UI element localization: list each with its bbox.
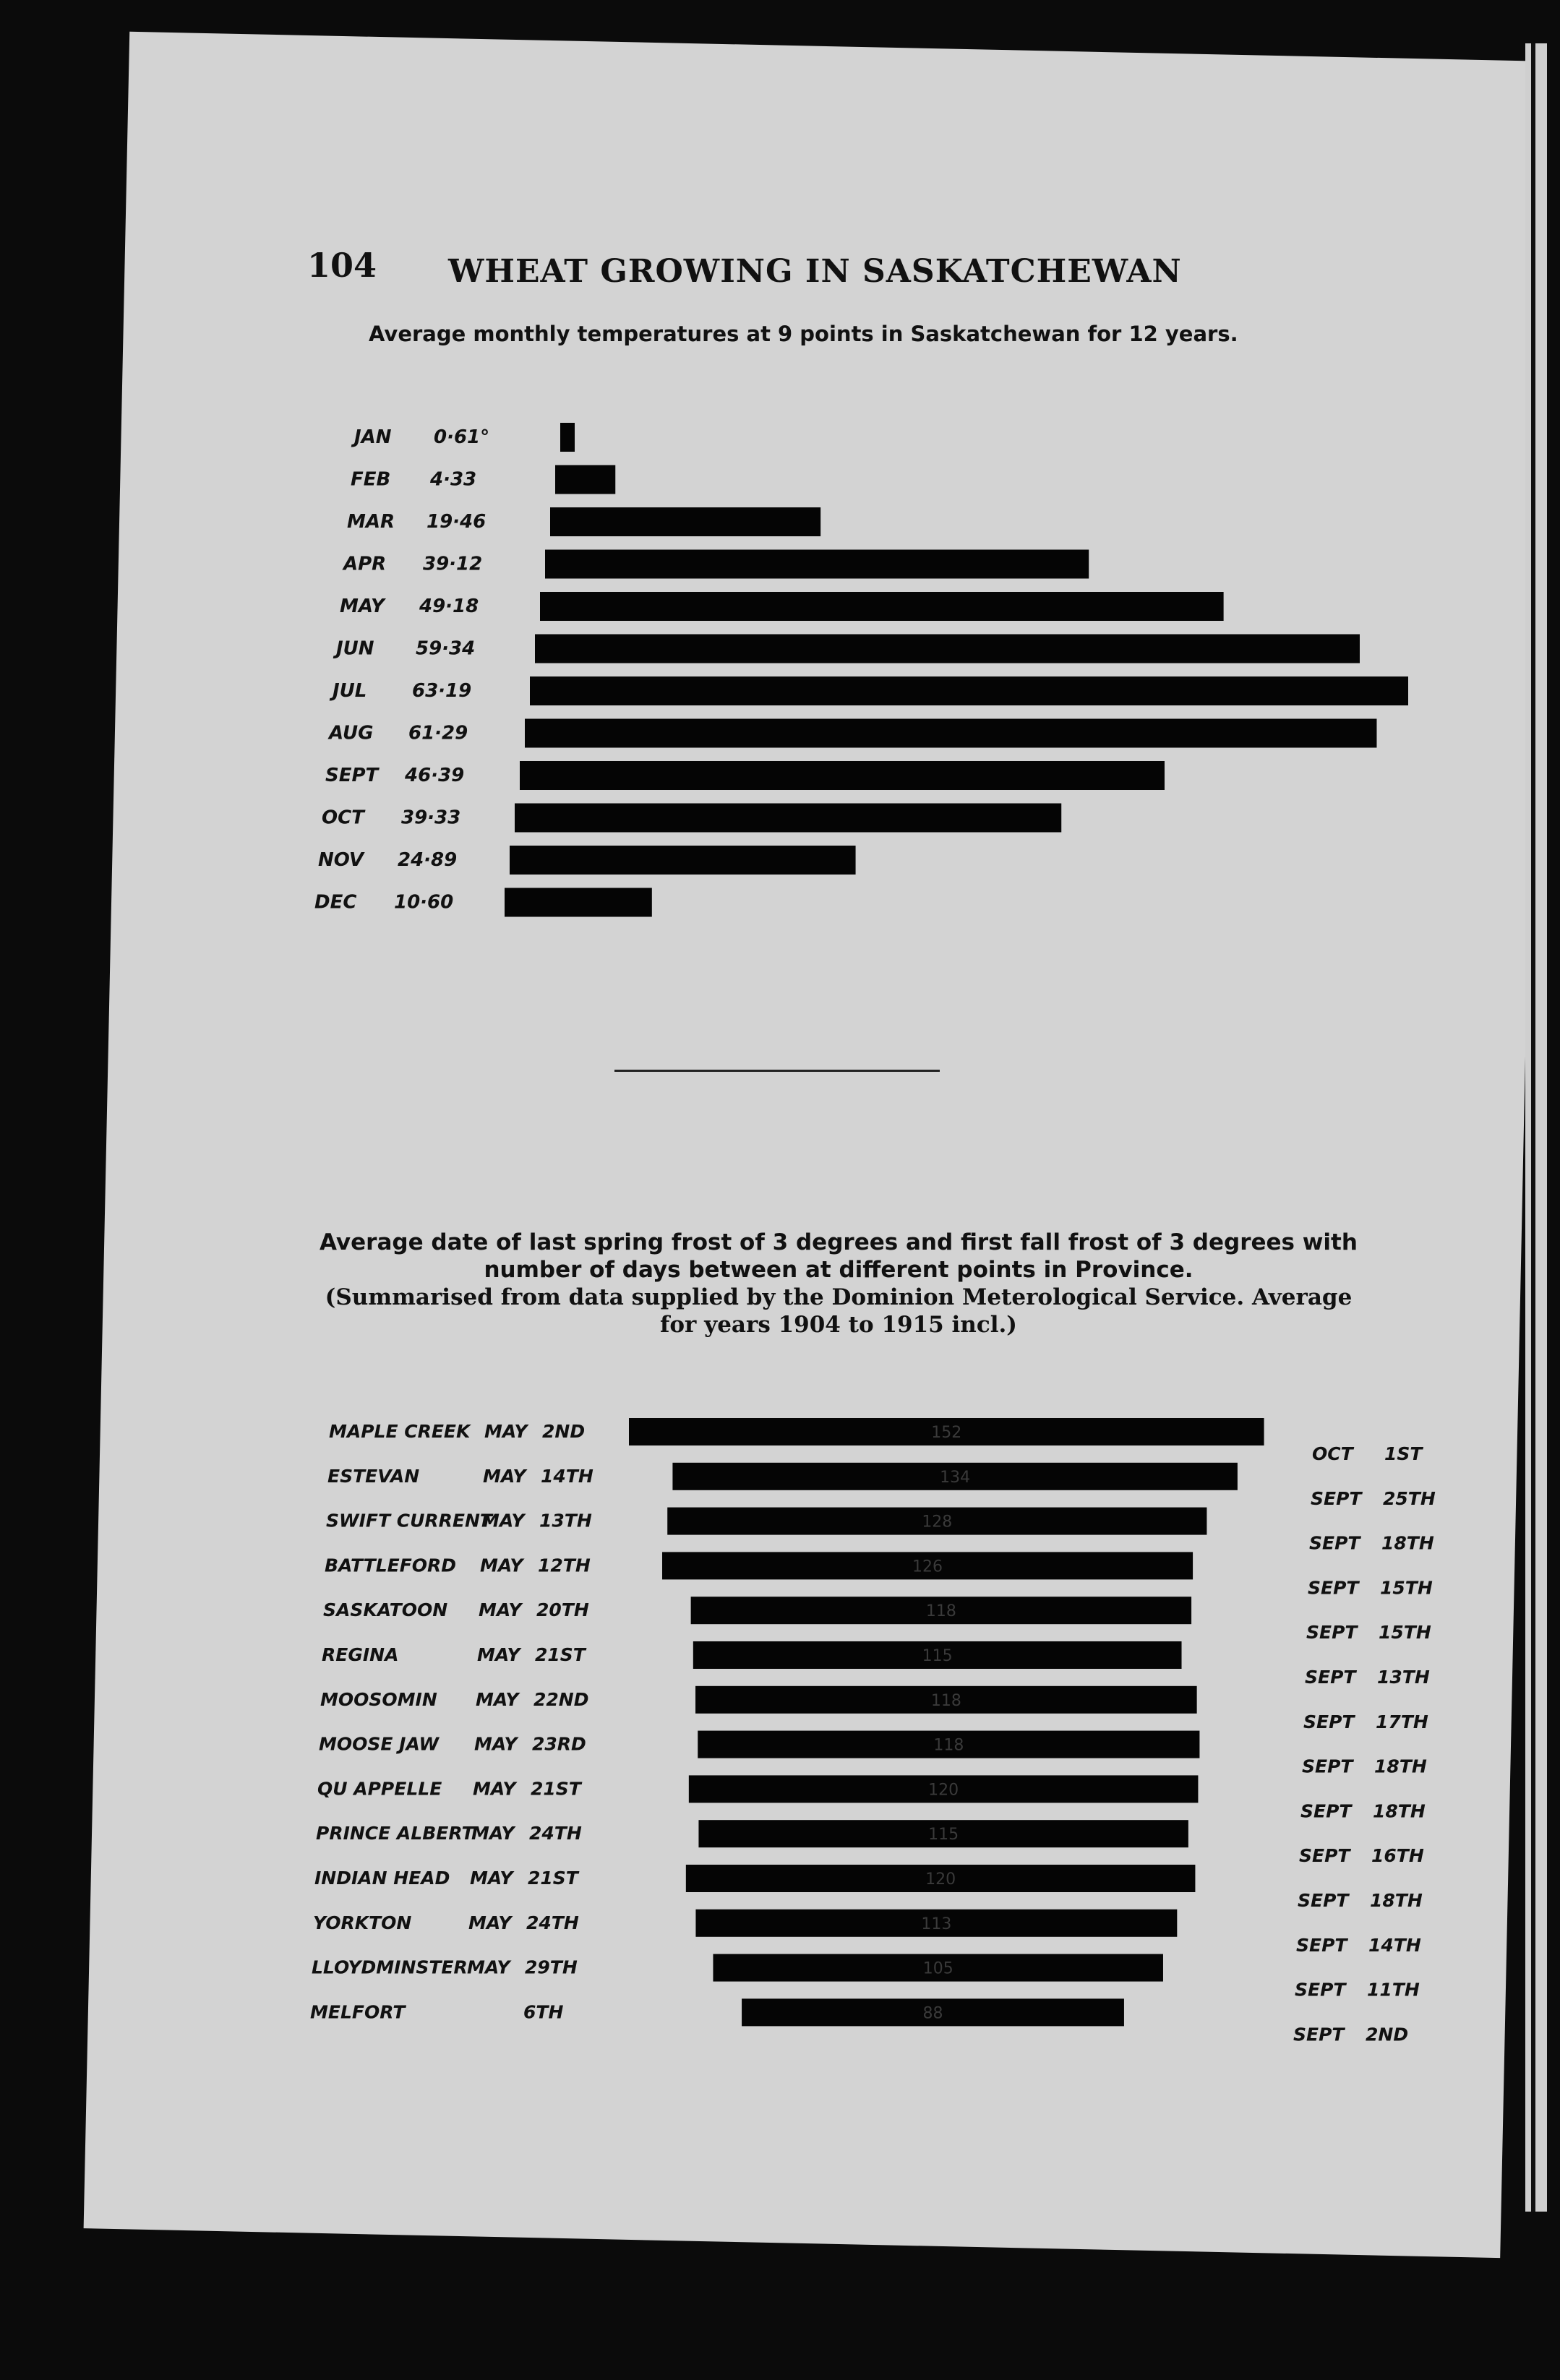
month-label: JUL xyxy=(333,680,367,702)
spring-frost-month: MAY xyxy=(471,1823,515,1844)
fall-frost-day: 13TH xyxy=(1377,1667,1430,1688)
temperature-value: 4·33 xyxy=(430,468,477,491)
days-between-label: 113 xyxy=(921,1915,952,1933)
days-between-label: 118 xyxy=(925,1602,956,1621)
temperature-value: 19·46 xyxy=(427,511,487,533)
temperature-value: 61·29 xyxy=(408,722,468,744)
chart2-subtitle: (Summarised from data supplied by the Dominion Meterological Service. Average for years 1904 to 1915 incl.) xyxy=(325,1284,1353,1338)
fall-frost-day: 2ND xyxy=(1366,2024,1409,2045)
month-label: MAY xyxy=(340,596,385,617)
station-name: INDIAN HEAD xyxy=(314,1868,450,1889)
month-label: SEPT xyxy=(325,765,379,786)
spring-frost-day: 21ST xyxy=(535,1644,586,1665)
station-name: MELFORT xyxy=(310,2001,406,2023)
station-name: MOOSE JAW xyxy=(319,1733,440,1755)
page-number: 104 xyxy=(307,246,377,285)
fall-frost-month: SEPT xyxy=(1309,1532,1360,1554)
spring-frost-day: 21ST xyxy=(528,1868,578,1889)
month-label: FEB xyxy=(351,468,391,491)
fall-frost-day: 18TH xyxy=(1381,1532,1434,1554)
chart2-title: Average date of last spring frost of 3 degrees and first fall frost of 3 degrees with number of days between at different points in Province. xyxy=(320,1229,1358,1283)
spring-frost-month: MAY xyxy=(480,1555,523,1576)
days-between-label: 118 xyxy=(933,1736,964,1755)
chart1-title: Average monthly temperatures at 9 points in Saskatchewan for 12 years. xyxy=(369,322,1238,346)
days-between-label: 115 xyxy=(922,1647,953,1665)
station-name: QU APPELLE xyxy=(317,1778,442,1800)
fall-frost-month: SEPT xyxy=(1300,1800,1352,1822)
fall-frost-day: 11TH xyxy=(1367,1979,1420,2001)
month-label: AUG xyxy=(329,722,374,744)
fall-frost-month: SEPT xyxy=(1295,1979,1346,2001)
fall-frost-month: SEPT xyxy=(1305,1667,1356,1688)
month-label: APR xyxy=(343,553,387,575)
temperature-value: 24·89 xyxy=(398,849,458,871)
days-between-label: 105 xyxy=(922,1959,953,1978)
temperature-value: 10·60 xyxy=(394,891,454,914)
running-head: WHEAT GROWING IN SASKATCHEWAN xyxy=(448,253,1182,290)
station-name: YORKTON xyxy=(313,1912,412,1933)
fall-frost-day: 18TH xyxy=(1370,1890,1423,1911)
station-name: ESTEVAN xyxy=(327,1465,420,1487)
spring-frost-day: 24TH xyxy=(529,1823,582,1844)
spring-frost-month: MAY xyxy=(479,1599,522,1621)
spring-frost-month: MAY xyxy=(483,1465,526,1487)
fall-frost-day: 15TH xyxy=(1379,1622,1431,1644)
fall-frost-month: SEPT xyxy=(1298,1890,1349,1911)
spring-frost-month: MAY xyxy=(467,1956,510,1978)
spring-frost-day: 24TH xyxy=(526,1912,579,1933)
station-name: PRINCE ALBERT xyxy=(316,1823,474,1844)
fall-frost-month: SEPT xyxy=(1293,2024,1345,2045)
spring-frost-day: 6TH xyxy=(523,2001,564,2023)
station-name: SASKATOON xyxy=(323,1599,448,1621)
month-label: NOV xyxy=(318,849,364,871)
fall-frost-day: 15TH xyxy=(1380,1577,1433,1599)
days-between-label: 126 xyxy=(912,1558,943,1576)
spring-frost-day: 29TH xyxy=(525,1956,578,1978)
fall-frost-day: 16TH xyxy=(1371,1845,1424,1867)
days-between-label: 120 xyxy=(928,1781,959,1800)
month-label: OCT xyxy=(322,807,364,829)
temperature-value: 39·12 xyxy=(423,553,483,575)
fall-frost-month: SEPT xyxy=(1308,1577,1359,1599)
station-name: BATTLEFORD xyxy=(325,1555,457,1576)
station-name: SWIFT CURRENT xyxy=(326,1510,492,1531)
fall-frost-day: 18TH xyxy=(1374,1756,1427,1777)
station-name: REGINA xyxy=(322,1644,399,1665)
spring-frost-month: MAY xyxy=(477,1644,520,1665)
spring-frost-month: MAY xyxy=(476,1688,519,1710)
fall-frost-month: SEPT xyxy=(1311,1487,1362,1509)
month-label: JAN xyxy=(354,426,392,448)
temperature-value: 39·33 xyxy=(401,807,461,829)
fall-frost-day: 25TH xyxy=(1383,1487,1436,1509)
days-between-label: 88 xyxy=(922,2004,943,2023)
spring-frost-day: 14TH xyxy=(541,1465,593,1487)
spring-frost-month: MAY xyxy=(473,1778,516,1800)
spring-frost-day: 12TH xyxy=(538,1555,591,1576)
fall-frost-day: 17TH xyxy=(1376,1711,1428,1732)
spring-frost-month: MAY xyxy=(474,1733,518,1755)
temperature-value: 46·39 xyxy=(405,765,465,786)
fall-frost-day: 18TH xyxy=(1373,1800,1426,1822)
spring-frost-month: MAY xyxy=(484,1421,528,1442)
fall-frost-month: SEPT xyxy=(1306,1622,1358,1644)
station-name: LLOYDMINSTER xyxy=(312,1956,468,1978)
days-between-label: 134 xyxy=(940,1468,971,1487)
spring-frost-month: MAY xyxy=(468,1912,512,1933)
fall-frost-month: SEPT xyxy=(1299,1845,1350,1867)
fall-frost-month: SEPT xyxy=(1303,1711,1355,1732)
fall-frost-month: SEPT xyxy=(1296,1934,1347,1956)
month-label: MAR xyxy=(347,511,395,533)
days-between-label: 118 xyxy=(930,1691,961,1710)
days-between-label: 128 xyxy=(922,1513,953,1531)
month-label: JUN xyxy=(336,637,374,660)
temperature-value: 63·19 xyxy=(412,680,472,702)
spring-frost-day: 21ST xyxy=(531,1778,581,1800)
spring-frost-day: 22ND xyxy=(533,1688,589,1710)
spring-frost-day: 2ND xyxy=(542,1421,586,1442)
station-name: MOOSOMIN xyxy=(320,1688,437,1710)
fall-frost-day: 14TH xyxy=(1368,1934,1421,1956)
days-between-label: 115 xyxy=(928,1826,959,1844)
spring-frost-month: MAY xyxy=(481,1510,525,1531)
spring-frost-day: 13TH xyxy=(539,1510,592,1531)
temperature-value: 0·61° xyxy=(434,426,490,448)
spring-frost-month: MAY xyxy=(470,1868,513,1889)
days-between-label: 152 xyxy=(931,1424,962,1442)
month-label: DEC xyxy=(314,891,357,914)
fall-frost-day: 1ST xyxy=(1384,1443,1423,1464)
temperature-value: 49·18 xyxy=(419,596,479,617)
temperature-value: 59·34 xyxy=(416,637,476,660)
station-name: MAPLE CREEK xyxy=(329,1421,471,1442)
fall-frost-month: OCT xyxy=(1312,1443,1353,1464)
spring-frost-day: 23RD xyxy=(532,1733,586,1755)
fall-frost-month: SEPT xyxy=(1302,1756,1353,1777)
spring-frost-day: 20TH xyxy=(536,1599,589,1621)
days-between-label: 120 xyxy=(925,1870,956,1889)
